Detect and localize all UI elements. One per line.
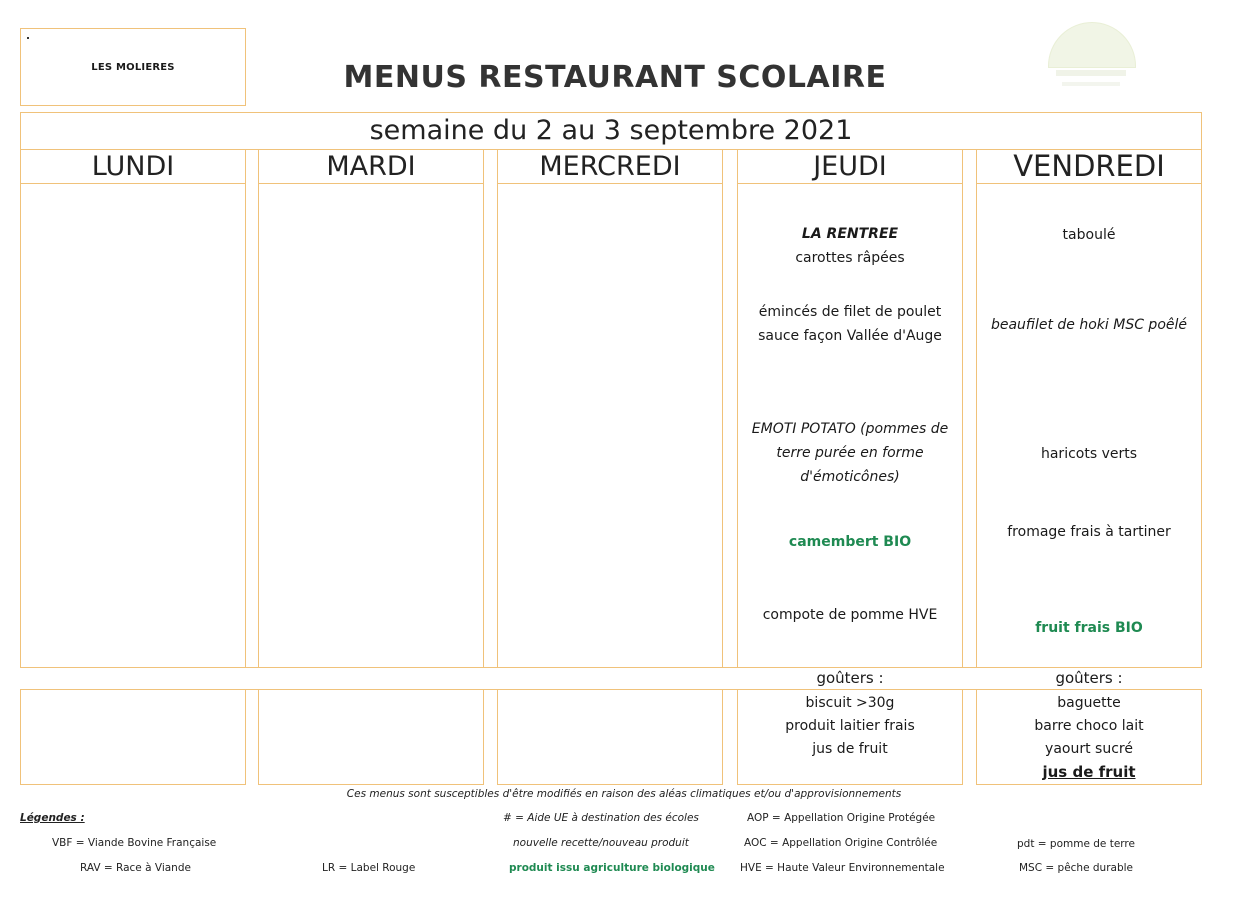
legend-aide: # = Aide UE à destination des écoles bbox=[503, 812, 699, 824]
menu-side: terre purée en forme bbox=[776, 445, 924, 461]
menu-starter: taboulé bbox=[1062, 227, 1116, 243]
legend-title: Légendes : bbox=[20, 812, 85, 824]
menu-cheese: fromage frais à tartiner bbox=[1007, 524, 1171, 540]
school-name-box bbox=[20, 28, 246, 106]
gouter-cell-lundi bbox=[20, 689, 246, 785]
legend-vbf: VBF = Viande Bovine Française bbox=[52, 837, 217, 849]
gouter-cell-jeudi bbox=[737, 689, 963, 785]
gouter-item: jus de fruit bbox=[1042, 763, 1136, 781]
legend-msc: MSC = pêche durable bbox=[1019, 862, 1133, 874]
menu-side: EMOTI POTATO (pommes de bbox=[751, 421, 949, 437]
legend-rav: RAV = Race à Viande bbox=[80, 862, 191, 874]
gouter-title-vendredi: goûters : bbox=[1055, 669, 1123, 687]
logo-text-line bbox=[1056, 70, 1126, 76]
menu-starter: carottes râpées bbox=[795, 250, 905, 266]
disclaimer-note: Ces menus sont susceptibles d'être modifiés en raison des aléas climatiques et/ou d'approvisionnements bbox=[346, 788, 902, 800]
menu-cheese: camembert BIO bbox=[788, 534, 912, 550]
menu-main: beaufilet de hoki MSC poêlé bbox=[990, 317, 1188, 333]
day-header-jeudi: JEUDI bbox=[737, 149, 963, 184]
gouter-item: yaourt sucré bbox=[1045, 741, 1133, 757]
gouter-item: barre choco lait bbox=[1034, 718, 1144, 734]
gouter-item: biscuit >30g bbox=[805, 695, 895, 711]
menu-cell-mardi bbox=[258, 183, 484, 668]
menu-cell-jeudi bbox=[737, 183, 963, 668]
dot-mark bbox=[27, 37, 29, 39]
legend-hve: HVE = Haute Valeur Environnementale bbox=[740, 862, 945, 874]
logo-text-line bbox=[1062, 82, 1120, 86]
legend-aop: AOP = Appellation Origine Protégée bbox=[747, 812, 936, 824]
menu-dessert: compote de pomme HVE bbox=[762, 607, 938, 623]
week-header: semaine du 2 au 3 septembre 2021 bbox=[20, 112, 1202, 150]
menu-cell-mercredi bbox=[497, 183, 723, 668]
logo-arc bbox=[1048, 22, 1136, 68]
gouter-title-jeudi: goûters : bbox=[816, 669, 884, 687]
legend-bio: produit issu agriculture biologique bbox=[509, 862, 715, 874]
day-header-vendredi: VENDREDI bbox=[976, 149, 1202, 184]
gouter-item: produit laitier frais bbox=[785, 718, 915, 734]
faded-logo bbox=[1044, 22, 1138, 92]
menu-main: sauce façon Vallée d'Auge bbox=[758, 328, 942, 344]
menu-dessert: fruit frais BIO bbox=[1035, 620, 1143, 636]
menu-cell-lundi bbox=[20, 183, 246, 668]
gouter-cell-vendredi bbox=[976, 689, 1202, 785]
gouter-cell-mardi bbox=[258, 689, 484, 785]
gouter-item: baguette bbox=[1057, 695, 1121, 711]
page-title: MENUS RESTAURANT SCOLAIRE bbox=[343, 60, 887, 95]
legend-nouvelle: nouvelle recette/nouveau produit bbox=[513, 837, 689, 849]
menu-side: d'émoticônes) bbox=[800, 469, 900, 485]
menu-event: LA RENTREE bbox=[801, 226, 899, 242]
day-header-lundi: LUNDI bbox=[20, 149, 246, 184]
day-header-mardi: MARDI bbox=[258, 149, 484, 184]
legend-aoc: AOC = Appellation Origine Contrôlée bbox=[744, 837, 938, 849]
menu-cell-vendredi bbox=[976, 183, 1202, 668]
school-name: LES MOLIERES bbox=[91, 62, 175, 73]
menu-main: émincés de filet de poulet bbox=[758, 304, 942, 320]
day-header-mercredi: MERCREDI bbox=[497, 149, 723, 184]
menu-side: haricots verts bbox=[1040, 446, 1138, 462]
gouter-item: jus de fruit bbox=[812, 741, 888, 757]
legend-pdt: pdt = pomme de terre bbox=[1017, 838, 1135, 850]
gouter-cell-mercredi bbox=[497, 689, 723, 785]
legend-lr: LR = Label Rouge bbox=[322, 862, 416, 874]
